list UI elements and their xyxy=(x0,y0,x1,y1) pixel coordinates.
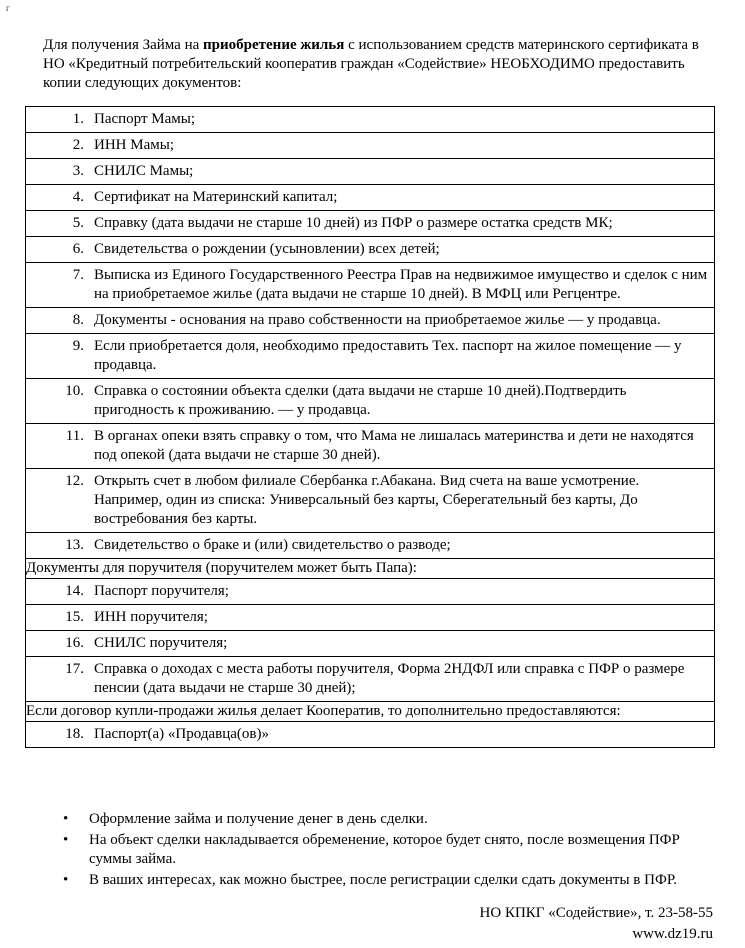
list-item xyxy=(26,107,714,132)
section-row xyxy=(26,702,715,722)
item-cell xyxy=(26,334,715,379)
item-cell xyxy=(26,107,715,133)
corner-mark: г xyxy=(6,3,10,13)
bullet-icon: • xyxy=(63,832,69,848)
list-item xyxy=(26,533,714,558)
list-item xyxy=(26,334,714,378)
bullet-icon: • xyxy=(63,811,69,827)
item-cell xyxy=(26,631,715,657)
item-text: ИНН Мамы; xyxy=(94,137,174,153)
list-item xyxy=(26,133,714,158)
intro-paragraph xyxy=(43,36,703,93)
note-text: На объект сделки накладывается обременение, которое будет снято, после возмещения ПФР суммы займа. xyxy=(89,832,680,867)
item-number: 3. xyxy=(72,163,84,179)
item-number: 14. xyxy=(65,583,84,599)
item-cell xyxy=(26,657,715,702)
table-row xyxy=(26,379,715,424)
section-heading: Документы для поручителя (поручителем может быть Папа): xyxy=(26,559,715,579)
list-item xyxy=(26,379,714,423)
item-number: 8. xyxy=(72,312,84,328)
table-row xyxy=(26,579,715,605)
item-number: 1. xyxy=(72,111,84,127)
item-cell xyxy=(26,263,715,308)
list-item xyxy=(26,185,714,210)
list-item xyxy=(26,657,714,701)
item-cell xyxy=(26,185,715,211)
intro-text-end: с использованием средств материнского сертификата в НО «Кредитный потребительский кооператив граждан «Содействие» НЕОБХОДИМО предоставить копии следующих документов: xyxy=(43,37,699,91)
item-text: Сертификат на Материнский капитал; xyxy=(94,189,338,205)
note-item xyxy=(63,831,703,869)
intro-text-start: Для получения Займа на xyxy=(43,37,204,53)
item-text: Если приобретается доля, необходимо предоставить Тех. паспорт на жилое помещение — у продавца. xyxy=(94,338,682,373)
table-row xyxy=(26,185,715,211)
table-row xyxy=(26,159,715,185)
item-text: Справку (дата выдачи не старше 10 дней) из ПФР о размере остатка средств МК; xyxy=(94,215,613,231)
section-heading: Если договор купли-продажи жилья делает Кооператив, то дополнительно предоставляются: xyxy=(26,702,715,722)
item-text: Справка о доходах с места работы поручителя, Форма 2НДФЛ или справка с ПФР о размере пенсии (дата выдачи не старше 30 дней); xyxy=(94,661,685,696)
item-cell xyxy=(26,579,715,605)
table-row xyxy=(26,308,715,334)
item-text: СНИЛС Мамы; xyxy=(94,163,194,179)
item-number: 15. xyxy=(65,609,84,625)
item-text: ИНН поручителя; xyxy=(94,609,208,625)
item-text: Паспорт Мамы; xyxy=(94,111,196,127)
list-item xyxy=(26,631,714,656)
list-item xyxy=(26,237,714,262)
list-item xyxy=(26,605,714,630)
item-number: 13. xyxy=(65,537,84,553)
documents-table-body xyxy=(26,107,715,748)
item-cell xyxy=(26,133,715,159)
item-cell xyxy=(26,159,715,185)
item-text: Документы - основания на право собственности на приобретаемое жилье — у продавца. xyxy=(94,312,661,328)
table-row xyxy=(26,722,715,748)
table-row xyxy=(26,107,715,133)
table-row xyxy=(26,657,715,702)
item-number: 2. xyxy=(72,137,84,153)
list-item xyxy=(26,424,714,468)
list-item xyxy=(26,211,714,236)
item-cell xyxy=(26,605,715,631)
intro-bold-phrase: приобретение жилья xyxy=(203,37,345,53)
item-number: 18. xyxy=(65,726,84,742)
item-text: В органах опеки взять справку о том, что Мама не лишалась материнства и дети не находятся под опекой (дата выдачи не старше 30 дней). xyxy=(94,428,694,463)
note-text: В ваших интересах, как можно быстрее, после регистрации сделки сдать документы в ПФР. xyxy=(89,872,678,888)
table-row xyxy=(26,469,715,533)
item-text: Выписка из Единого Государственного Реестра Прав на недвижимое имущество и сделок с ним на приобретаемое жилье (дата выдачи не старше 10 дней). В МФЦ или Регцентре. xyxy=(94,267,708,302)
list-item xyxy=(26,579,714,604)
notes-list xyxy=(63,810,703,892)
note-text: Оформление займа и получение денег в день сделки. xyxy=(89,811,428,827)
bullet-icon: • xyxy=(63,872,69,888)
note-item xyxy=(63,810,703,829)
table-row xyxy=(26,263,715,308)
item-text: Паспорт(а) «Продавца(ов)» xyxy=(94,726,269,742)
item-cell xyxy=(26,424,715,469)
item-cell xyxy=(26,469,715,533)
table-row xyxy=(26,334,715,379)
table-row xyxy=(26,211,715,237)
item-text: Свидетельства о рождении (усыновлении) всех детей; xyxy=(94,241,440,257)
table-row xyxy=(26,133,715,159)
table-row xyxy=(26,605,715,631)
item-cell xyxy=(26,379,715,424)
item-number: 17. xyxy=(65,661,84,677)
list-item xyxy=(26,159,714,184)
item-number: 12. xyxy=(65,473,84,489)
item-number: 5. xyxy=(72,215,84,231)
item-number: 7. xyxy=(72,267,84,283)
item-number: 10. xyxy=(65,383,84,399)
table-row xyxy=(26,424,715,469)
item-text: Справка о состоянии объекта сделки (дата выдачи не старше 10 дней).Подтвердить пригодность к проживанию. — у продавца. xyxy=(94,383,627,418)
item-number: 11. xyxy=(65,428,84,444)
item-cell xyxy=(26,722,715,748)
section-row xyxy=(26,559,715,579)
item-cell xyxy=(26,308,715,334)
table-row xyxy=(26,631,715,657)
list-item xyxy=(26,308,714,333)
list-item xyxy=(26,469,714,532)
item-text: СНИЛС поручителя; xyxy=(94,635,228,651)
item-text: Свидетельство о браке и (или) свидетельство о разводе; xyxy=(94,537,451,553)
list-item xyxy=(26,263,714,307)
item-cell xyxy=(26,533,715,559)
footer-website: www.dz19.ru xyxy=(632,926,713,942)
item-text: Паспорт поручителя; xyxy=(94,583,229,599)
list-item xyxy=(26,722,714,747)
footer xyxy=(480,903,713,945)
item-text: Открыть счет в любом филиале Сбербанка г.Абакана. Вид счета на ваше усмотрение. Например, один из списка: Универсальный без карты, Сберегательный без карты, До востребования без карты. xyxy=(94,473,640,527)
documents-table xyxy=(25,106,715,748)
item-cell xyxy=(26,237,715,263)
table-row xyxy=(26,237,715,263)
item-number: 16. xyxy=(65,635,84,651)
note-item xyxy=(63,871,703,890)
table-row xyxy=(26,533,715,559)
item-cell xyxy=(26,211,715,237)
footer-org-phone: НО КПКГ «Содействие», т. 23-58-55 xyxy=(479,905,713,921)
item-number: 6. xyxy=(72,241,84,257)
item-number: 4. xyxy=(72,189,84,205)
item-number: 9. xyxy=(72,338,84,354)
